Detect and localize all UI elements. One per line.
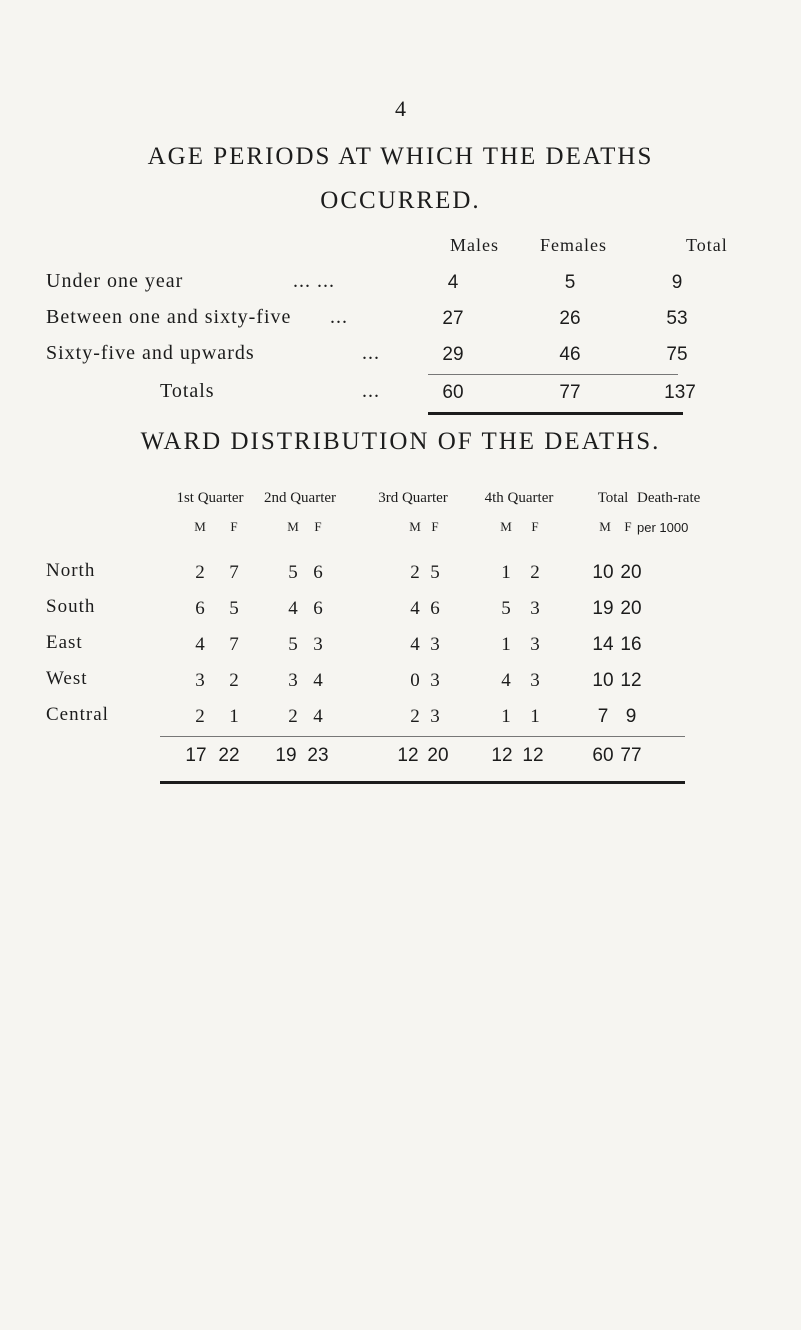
header-1st-quarter: 1st Quarter bbox=[176, 490, 244, 506]
total-male: 12 bbox=[491, 745, 513, 766]
total-female: 22 bbox=[218, 745, 240, 766]
ward-label-south: South bbox=[46, 596, 96, 617]
cell-males: 27 bbox=[442, 308, 464, 329]
cell-male: 5 bbox=[501, 598, 511, 619]
section-title-age-periods: AGE PERIODS AT WHICH THE DEATHS bbox=[147, 143, 654, 170]
header-total: Total bbox=[686, 235, 728, 255]
cell-male: 1 bbox=[501, 706, 511, 727]
cell-male: 1 bbox=[501, 562, 511, 583]
cell-male: 1 bbox=[501, 634, 511, 655]
cell-male: 2 bbox=[288, 706, 298, 727]
header-f: F bbox=[531, 519, 539, 534]
ward-label-central: Central bbox=[46, 704, 109, 725]
cell-total: 53 bbox=[666, 308, 688, 329]
row-label-sixty-five-and-upwards: Sixty-five and upwards bbox=[46, 342, 255, 364]
cell-total: 75 bbox=[666, 344, 688, 365]
cell-males-total: 60 bbox=[442, 382, 464, 403]
cell-males: 29 bbox=[442, 344, 464, 365]
cell-female: 6 bbox=[313, 562, 323, 583]
cell-female: 6 bbox=[430, 598, 440, 619]
cell-total-female: 20 bbox=[620, 562, 642, 583]
cell-male: 2 bbox=[195, 706, 205, 727]
subtotal-rule bbox=[428, 374, 678, 375]
cell-female: 2 bbox=[530, 562, 540, 583]
cell-female: 3 bbox=[430, 670, 440, 691]
cell-total-male: 10 bbox=[592, 562, 614, 583]
cell-male: 4 bbox=[501, 670, 511, 691]
header-m: M bbox=[409, 519, 421, 534]
section-title-ward-distribution: WARD DISTRIBUTION OF THE DEATHS. bbox=[140, 428, 661, 455]
cell-females: 5 bbox=[564, 272, 576, 293]
cell-male: 2 bbox=[410, 706, 420, 727]
page-number: 4 bbox=[395, 96, 406, 121]
cell-females: 26 bbox=[559, 308, 581, 329]
cell-female: 4 bbox=[313, 706, 323, 727]
cell-female: 1 bbox=[229, 706, 239, 727]
cell-female: 3 bbox=[530, 670, 540, 691]
cell-total-male: 7 bbox=[597, 706, 609, 727]
cell-male: 3 bbox=[288, 670, 298, 691]
cell-female: 5 bbox=[430, 562, 440, 583]
header-m: M bbox=[194, 519, 206, 534]
total-male: 12 bbox=[397, 745, 419, 766]
header-m: M bbox=[500, 519, 512, 534]
cell-females: 46 bbox=[559, 344, 581, 365]
cell-female: 2 bbox=[229, 670, 239, 691]
total-female: 20 bbox=[427, 745, 449, 766]
leader-dots: ... bbox=[330, 306, 348, 328]
ward-subtotal-rule bbox=[160, 736, 685, 737]
cell-males: 4 bbox=[447, 272, 459, 293]
totals-rule bbox=[428, 412, 683, 415]
cell-male: 5 bbox=[288, 562, 298, 583]
leader-dots: ... ... bbox=[293, 270, 335, 292]
header-4th-quarter: 4th Quarter bbox=[484, 490, 554, 506]
cell-male: 4 bbox=[195, 634, 205, 655]
cell-female: 5 bbox=[229, 598, 239, 619]
leader-dots: ... bbox=[362, 342, 380, 364]
cell-total-male: 14 bbox=[592, 634, 614, 655]
row-label-totals: Totals bbox=[160, 380, 215, 402]
cell-total-female: 16 bbox=[620, 634, 642, 655]
header-f: F bbox=[230, 519, 238, 534]
cell-total-female: 12 bbox=[620, 670, 642, 691]
cell-male: 2 bbox=[195, 562, 205, 583]
cell-male: 2 bbox=[410, 562, 420, 583]
grand-total-female: 77 bbox=[620, 745, 642, 766]
cell-total-female: 20 bbox=[620, 598, 642, 619]
cell-female: 4 bbox=[313, 670, 323, 691]
cell-females-total: 77 bbox=[559, 382, 581, 403]
cell-total-female: 9 bbox=[625, 706, 637, 727]
header-males: Males bbox=[450, 235, 499, 255]
header-females: Females bbox=[540, 235, 607, 255]
leader-dots: ... bbox=[362, 380, 380, 402]
cell-female: 3 bbox=[430, 706, 440, 727]
cell-female: 7 bbox=[229, 562, 239, 583]
cell-female: 6 bbox=[313, 598, 323, 619]
cell-male: 4 bbox=[288, 598, 298, 619]
row-label-under-one-year: Under one year bbox=[46, 270, 184, 292]
header-2nd-quarter: 2nd Quarter bbox=[263, 490, 337, 506]
ward-label-north: North bbox=[46, 560, 96, 581]
header-m: M bbox=[287, 519, 299, 534]
cell-male: 5 bbox=[288, 634, 298, 655]
ward-totals-rule bbox=[160, 781, 685, 784]
header-f: F bbox=[431, 519, 439, 534]
cell-male: 4 bbox=[410, 598, 420, 619]
cell-total-male: 10 bbox=[592, 670, 614, 691]
cell-male: 0 bbox=[410, 670, 420, 691]
header-total: Total bbox=[597, 490, 629, 506]
section-title-occurred: OCCURRED. bbox=[320, 187, 481, 214]
total-female: 23 bbox=[307, 745, 329, 766]
cell-male: 6 bbox=[195, 598, 205, 619]
header-m: M bbox=[599, 519, 611, 534]
header-death-rate: Death-rate bbox=[637, 490, 701, 506]
cell-female: 1 bbox=[530, 706, 540, 727]
row-label-between-one-and-sixty-five: Between one and sixty-five bbox=[46, 306, 292, 328]
cell-female: 3 bbox=[530, 598, 540, 619]
cell-female: 3 bbox=[313, 634, 323, 655]
cell-total: 9 bbox=[671, 272, 683, 293]
total-male: 19 bbox=[275, 745, 297, 766]
cell-grand-total: 137 bbox=[664, 382, 696, 403]
header-3rd-quarter: 3rd Quarter bbox=[378, 490, 448, 506]
header-f: F bbox=[624, 519, 632, 534]
header-f: F bbox=[314, 519, 322, 534]
cell-male: 4 bbox=[410, 634, 420, 655]
cell-female: 3 bbox=[430, 634, 440, 655]
cell-female: 7 bbox=[229, 634, 239, 655]
cell-male: 3 bbox=[195, 670, 205, 691]
total-male: 17 bbox=[185, 745, 207, 766]
cell-female: 3 bbox=[530, 634, 540, 655]
total-female: 12 bbox=[522, 745, 544, 766]
grand-total-male: 60 bbox=[592, 745, 614, 766]
ward-label-east: East bbox=[46, 632, 83, 653]
header-per-1000: per 1000 bbox=[637, 520, 689, 535]
cell-total-male: 19 bbox=[592, 598, 614, 619]
ward-label-west: West bbox=[46, 668, 88, 689]
